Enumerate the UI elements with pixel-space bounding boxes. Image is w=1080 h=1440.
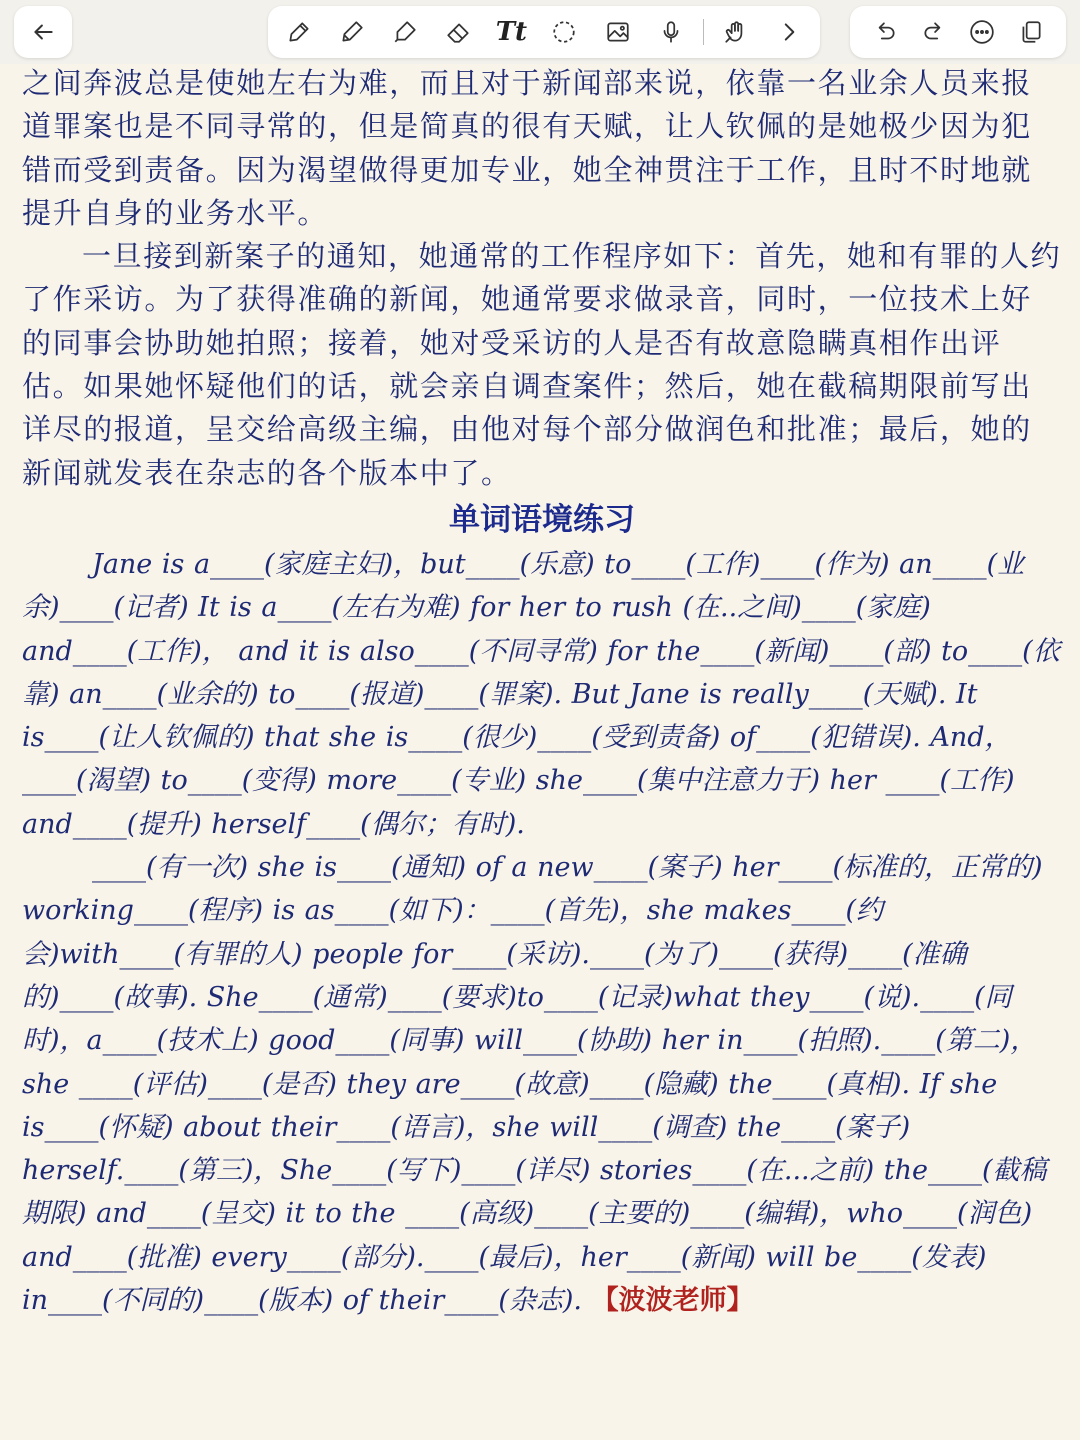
pencil-icon[interactable]: [331, 11, 373, 53]
tool-palette: [268, 6, 820, 58]
passage-paragraph-1: 之间奔波总是使她左右为难，而且对于新闻部来说，依靠一名业余人员来报道罪案也是不同寻常的，但是简真的很有天赋，让人钦佩的是她极少因为犯错而受到责备。因为渴望做得更加专业，她全神贯注于工作，且时不时地就提升自身的业务水平。: [22, 66, 1032, 230]
text-tool-label: Tt: [495, 17, 528, 47]
exercise-text-1: Jane is a____(家庭主妇)，but____(乐意) to____(工作)____(作为) an____(业余)____(记者) It is a____(左右为难) for her to rush (在..之间)____(家庭) and____(工作)， and it is also____(不同寻常) for the____(新闻)____(部) to____(依靠) an____(业余的) to____(报道)____(罪案). But Jane is really____(天赋). It is____(让人钦佩的) that she is____(很少)____(受到责备) of____(犯错误). And，____(渴望) to____(变得) more____(专业) she____(集中注意力于) her ____(工作) and____(提升) herself____(偶尔；有时).: [22, 548, 1060, 840]
pen-icon[interactable]: [278, 11, 320, 53]
exercise-paragraph-1: [22, 543, 1062, 846]
more-icon[interactable]: [961, 11, 1003, 53]
note-page: [22, 62, 1062, 1322]
undo-icon[interactable]: [864, 11, 906, 53]
toolbar: [0, 0, 1080, 64]
lasso-icon[interactable]: [543, 11, 585, 53]
exercise-paragraph-2: [22, 846, 1062, 1322]
arrow-left-icon: [22, 11, 64, 53]
section-heading: 单词语境练习: [449, 501, 635, 538]
chevron-right-icon[interactable]: [768, 11, 810, 53]
hand-touch-icon[interactable]: [715, 11, 757, 53]
passage-paragraph-2: 一旦接到新案子的通知，她通常的工作程序如下：首先，她和有罪的人约了作采访。为了获得准确的新闻，她通常要求做录音，同时，一位技术上好的同事会协助她拍照；接着，她对受采访的人是否有故意隐瞒真相作出评估。如果她怀疑他们的话，就会亲自调查案件；然后，她在截稿期限前写出详尽的报道，呈交给高级主编，由他对每个部分做润色和批准；最后，她的新闻就发表在杂志的各个版本中了。: [22, 239, 1062, 490]
exercise-text-2: ____(有一次) she is____(通知) of a new____(案子) her____(标准的，正常的) working____(程序) is as____(如下)：____(首先)，she makes____(约会)with____(有罪的人) people for____(采访).____(为了)____(获得)____(准确的)____(故事). She____(通常)____(要求)to____(记录)what they____(说).____(同时)，a____(技术上) good____(同事) will____(协助) her in____(拍照).____(第二)，she ____(评估)____(是否) they are____(故意)____(隐藏) the____(真相). If she is____(怀疑) about their____(语言)，she will____(调查) the____(案子) herself.____(第三)，She____(写下)____(详尽) stories____(在...之前) the____(截稿期限) and____(呈交) it to the ____(高级)____(主要的)____(编辑)，who____(润色) and____(批准) every____(部分).____(最后)，her____(新闻) will be____(发表) in____(不同的)____(版本) of their____(杂志).: [22, 852, 1047, 1317]
text-tool-icon[interactable]: [490, 11, 532, 53]
toolbar-divider: [703, 19, 704, 45]
image-icon[interactable]: [597, 11, 639, 53]
document-actions: [850, 6, 1066, 58]
microphone-icon[interactable]: [650, 11, 692, 53]
pages-icon[interactable]: [1010, 11, 1052, 53]
redo-icon[interactable]: [913, 11, 955, 53]
eraser-icon[interactable]: [437, 11, 479, 53]
back-button[interactable]: [14, 6, 72, 58]
marker-icon[interactable]: [384, 11, 426, 53]
teacher-signature: 【波波老师】: [591, 1285, 754, 1317]
